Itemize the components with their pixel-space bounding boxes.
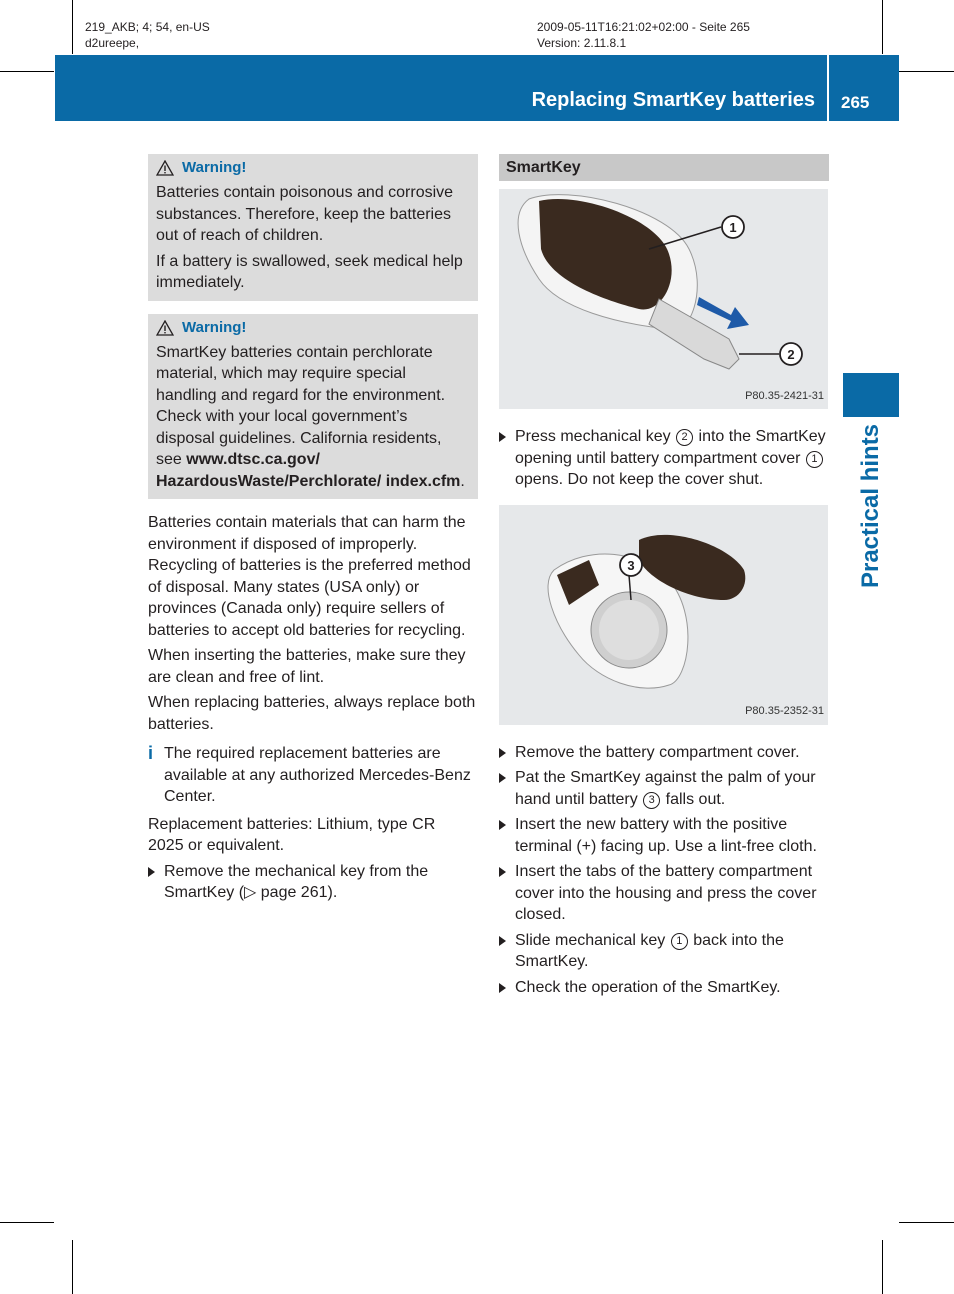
page-reference-link[interactable]: ▷ page 261: [244, 884, 328, 901]
warning-body: SmartKey batteries contain perchlorate material, which may require special handling and regard for the environment. Check with your local government’s disposal guidelines. California residents, see: [156, 343, 446, 468]
warning-heading: [156, 158, 470, 178]
warning-box: [148, 154, 478, 301]
crop-mark: [882, 0, 883, 54]
warning-text: [156, 342, 470, 493]
step-text: [515, 930, 829, 973]
callout-number: 2: [676, 429, 693, 446]
step-text: [515, 767, 829, 810]
callout-2: 2: [787, 347, 795, 362]
crop-mark: [899, 71, 954, 72]
step-text: Remove the battery compartment cover.: [515, 743, 800, 761]
meta-left-line1: 219_AKB; 4; 54, en-US: [85, 20, 210, 34]
step-arrow-icon: [499, 930, 508, 973]
instruction-step: [499, 861, 829, 926]
step-arrow-icon: [499, 861, 508, 926]
page-header: [55, 55, 899, 121]
header-divider: [827, 55, 829, 121]
warning-label: Warning!: [182, 159, 247, 176]
step-text-part: Remove the mechanical key from the SmartKey (: [164, 862, 429, 901]
step-arrow-icon: [499, 977, 508, 999]
print-meta-right: [537, 19, 750, 51]
step-text: [164, 861, 478, 904]
step-arrow-icon: [499, 426, 508, 491]
instruction-step: [499, 742, 829, 764]
smartkey-battery-image: [499, 505, 828, 725]
instruction-step: [148, 861, 478, 904]
callout-number: 1: [806, 451, 823, 468]
warning-heading: [156, 318, 470, 338]
meta-left-line2: d2ureepe,: [85, 36, 140, 50]
step-text-part: falls out.: [661, 790, 726, 808]
instruction-step: [499, 977, 829, 999]
smartkey-figure-2: [499, 505, 828, 725]
instruction-step: [499, 814, 829, 857]
figure-code: P80.35-2421-31: [745, 389, 824, 402]
right-column: [499, 154, 829, 1002]
chapter-tab: [843, 373, 899, 417]
info-icon: i: [148, 743, 154, 763]
crop-mark: [72, 0, 73, 54]
step-text-part: opens. Do not keep the cover shut.: [515, 471, 764, 488]
body-paragraph: When replacing batteries, always replace both batteries.: [148, 694, 476, 733]
step-arrow-icon: [499, 767, 508, 810]
step-text-part: ).: [327, 884, 338, 901]
info-text: The required replacement batteries are available at any authorized Mercedes-Benz Center.: [164, 745, 471, 805]
step-text: Insert the new battery with the positive terminal (+) facing up. Use a lint-free cloth.: [515, 816, 817, 855]
step-text: [515, 426, 829, 491]
info-note: [148, 743, 478, 808]
crop-mark: [899, 1222, 954, 1223]
callout-number: 3: [643, 792, 660, 809]
step-text-part: back into the SmartKey.: [515, 931, 784, 970]
step-arrow-icon: [499, 814, 508, 857]
page-title: Replacing SmartKey batteries: [531, 89, 815, 111]
body-paragraph: Batteries contain materials that can harm the environment if disposed of improperly. Recycling of batteries is the preferred method of disposal. Many states (USA only) or provinces (Canada only) require sellers of batteries to accept old batteries for recycling.: [148, 514, 471, 639]
crop-mark: [0, 71, 54, 72]
step-arrow-icon: [499, 742, 508, 764]
warning-triangle-icon: [156, 160, 174, 176]
warning-label: Warning!: [182, 318, 247, 336]
instruction-step: [499, 767, 829, 810]
body-paragraph: Replacement batteries: Lithium, type CR 2025 or equivalent.: [148, 815, 436, 854]
callout-3: 3: [627, 557, 635, 573]
warning-text: Batteries contain poisonous and corrosive substances. Therefore, keep the batteries out of reach of children.: [156, 184, 454, 244]
step-text-part: Pat the SmartKey against the palm of your hand until battery: [515, 769, 816, 808]
body-paragraph: When inserting the batteries, make sure they are clean and free of lint.: [148, 647, 466, 686]
step-text: Check the operation of the SmartKey.: [515, 978, 781, 996]
crop-mark: [0, 1222, 54, 1223]
figure-code: P80.35-2352-31: [745, 705, 824, 717]
warning-triangle-icon: [156, 320, 174, 336]
meta-right-line2: Version: 2.11.8.1: [537, 36, 627, 50]
step-text-part: into the SmartKey opening until battery compartment cover: [515, 428, 826, 467]
crop-mark: [72, 1240, 73, 1294]
step-arrow-icon: [148, 861, 157, 904]
instruction-step: [499, 426, 829, 491]
step-text-part: Press mechanical key: [515, 428, 676, 445]
warning-tail: .: [460, 472, 465, 490]
meta-right-line1: 2009-05-11T16:21:02+02:00 - Seite 265: [537, 20, 750, 34]
print-meta-left: [85, 19, 210, 51]
smartkey-key-image: [499, 189, 828, 409]
crop-mark: [882, 1240, 883, 1294]
callout-number: 1: [671, 933, 688, 950]
smartkey-figure-1: [499, 189, 828, 409]
instruction-step: [499, 930, 829, 973]
step-text-part: Slide mechanical key: [515, 931, 670, 949]
warning-box: [148, 314, 478, 500]
step-text: Insert the tabs of the battery compartment cover into the housing and press the cover closed.: [515, 863, 817, 923]
callout-1: 1: [729, 220, 737, 235]
chapter-title: Practical hints: [857, 423, 884, 589]
page-number: 265: [841, 93, 870, 112]
section-heading: SmartKey: [499, 154, 829, 181]
warning-text: If a battery is swallowed, seek medical help immediately.: [156, 252, 463, 291]
left-column: [148, 154, 478, 908]
dtsc-link[interactable]: www.dtsc.ca.gov/ HazardousWaste/Perchlorate/ index.cfm: [156, 451, 461, 490]
